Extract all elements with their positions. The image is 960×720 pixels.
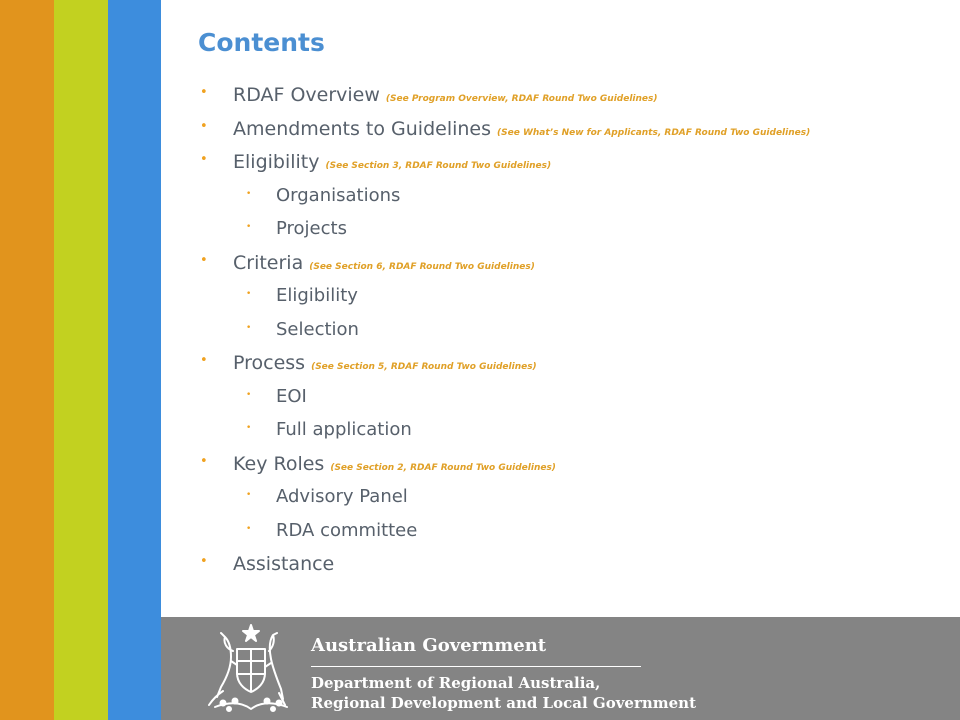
guideline-reference: (See Section 5, RDAF Round Two Guidelines) (311, 362, 537, 372)
bullet-icon: • (200, 252, 208, 268)
bullet-icon: • (246, 289, 252, 299)
bullet-icon: • (246, 490, 252, 500)
contents-list (197, 84, 937, 587)
list-item (197, 252, 937, 286)
bullet-icon: • (200, 353, 208, 368)
list-item (197, 553, 937, 587)
item-label: Process (233, 352, 306, 374)
sub-list-item (197, 520, 937, 554)
list-item (197, 453, 937, 487)
list-item (197, 118, 937, 152)
item-label: Projects (276, 218, 347, 239)
lime-stripe (54, 0, 108, 720)
item-label: Full application (276, 419, 412, 440)
government-name: Australian Government (311, 635, 547, 656)
guideline-reference: (See Section 3, RDAF Round Two Guidelines) (325, 161, 552, 171)
department-name-line-2: Regional Development and Local Government (311, 694, 697, 712)
sub-list-item (197, 419, 937, 453)
guideline-reference: (See Section 2, RDAF Round Two Guidelines) (330, 462, 556, 473)
blue-stripe (108, 0, 161, 720)
sub-list-item (197, 486, 937, 520)
bullet-icon: • (200, 152, 208, 167)
list-item (197, 151, 937, 185)
item-label: Eligibility (276, 285, 358, 306)
bullet-icon: • (200, 554, 208, 569)
guideline-reference: (See Section 6, RDAF Round Two Guidelines) (309, 261, 535, 272)
item-label: Advisory Panel (276, 486, 408, 507)
bullet-icon: • (246, 523, 252, 534)
item-label: RDAF Overview (233, 84, 380, 106)
guideline-reference: (See What’s New for Applicants, RDAF Round Two Guidelines) (497, 127, 811, 138)
sub-list-item (197, 185, 937, 219)
list-item (197, 84, 937, 118)
bullet-icon: • (246, 389, 252, 400)
bullet-icon: • (246, 222, 252, 232)
item-label: Amendments to Guidelines (233, 117, 492, 140)
orange-stripe (0, 0, 54, 720)
item-label: EOI (276, 385, 307, 407)
item-label: Key Roles (233, 452, 325, 475)
item-label: Organisations (276, 184, 401, 206)
slide-title: Contents (198, 28, 325, 57)
item-label: Criteria (233, 251, 304, 274)
bullet-icon: • (200, 453, 208, 469)
guideline-reference: (See Program Overview, RDAF Round Two Guidelines) (385, 94, 658, 104)
item-label: RDA committee (276, 519, 418, 541)
bullet-icon: • (200, 85, 208, 100)
item-label: Selection (276, 318, 359, 340)
sub-list-item (197, 218, 937, 252)
coat-of-arms-icon (203, 621, 299, 717)
department-name-line-1: Department of Regional Australia, (311, 674, 601, 692)
sub-list-item (197, 319, 937, 353)
list-item (197, 352, 937, 386)
item-label: Assistance (233, 553, 335, 575)
item-label: Eligibility (233, 151, 320, 173)
bullet-icon: • (246, 423, 252, 433)
bullet-icon: • (246, 188, 252, 199)
divider (311, 666, 641, 667)
bullet-icon: • (200, 118, 208, 134)
sub-list-item (197, 285, 937, 319)
bullet-icon: • (246, 322, 252, 333)
sub-list-item (197, 386, 937, 420)
government-footer (161, 617, 960, 720)
